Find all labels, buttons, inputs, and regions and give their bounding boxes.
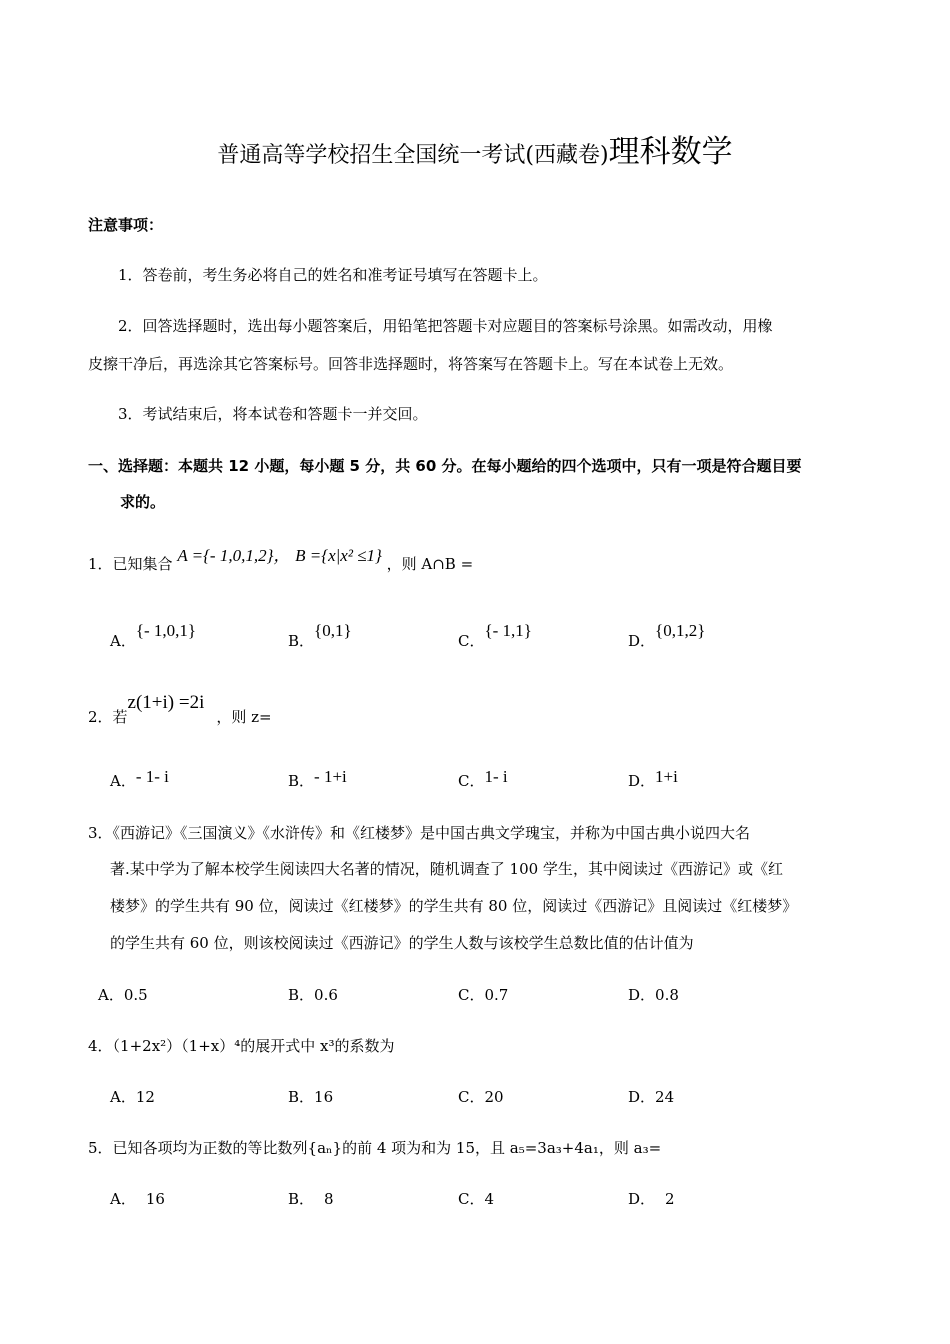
q4-stem: 4．（1+2x²）（1+x）⁴的展开式中 x³的系数为 [88,1037,395,1055]
q1-option-a [110,621,197,651]
q2-option-d [628,767,678,791]
q2-option-b [288,767,347,791]
q5-option-d-value: 2 [665,1190,675,1208]
section-heading-line-2: 求的。 [120,493,166,511]
q5-option-d-label: D． [628,1190,656,1208]
q1-option-c-label: C． [458,632,485,650]
q4-option-c [458,1086,504,1107]
q2-option-a-value: - 1- i [135,767,169,786]
q1-suffix: ，则 A∩B = [386,555,474,573]
q1-option-b-label: B． [288,632,315,650]
q3-option-a [98,984,148,1005]
q1-option-c-value: {- 1,1} [484,621,532,640]
title-subject: 理科数学 [608,134,733,170]
q5-option-c-value: 4 [484,1190,495,1208]
q4-option-d [628,1086,674,1107]
q1-option-c [458,621,532,651]
q3-option-d-label: D． [628,986,656,1004]
q1-option-b [288,621,352,651]
q4-option-b-label: B． [288,1088,315,1106]
q2-option-d-label: D． [628,772,656,790]
q2-option-c-value: 1- i [484,767,508,786]
q1-set-b: B ={x|x² ≤1} [295,546,382,565]
q4-option-a-value: 12 [135,1088,155,1106]
q1-stem [88,546,474,575]
notice-item-1: 1．答卷前，考生务必将自己的姓名和准考证号填写在答题卡上。 [118,266,548,284]
notice-item-2-line-2: 皮擦干净后，再选涂其它答案标号。回答非选择题时，将答案写在答题卡上。写在本试卷上无效。 [88,355,734,373]
notice-item-2-line-1: 2．回答选择题时，选出每小题答案后，用铅笔把答题卡对应题目的答案标号涂黑。如需改动，用橡 [118,317,773,335]
q4-option-b [288,1086,333,1107]
q5-option-c [458,1188,494,1209]
q5-option-a-value: 16 [145,1190,165,1208]
q1-option-d-label: D． [628,632,656,650]
q5-option-d [628,1188,675,1209]
q2-option-c-label: C． [458,772,485,790]
q5-option-a [110,1188,165,1209]
q2-option-a [110,767,169,791]
q2-option-d-value: 1+i [655,767,678,786]
q3-option-a-value: 0.5 [123,986,148,1004]
q1-option-b-value: {0,1} [314,621,352,640]
q3-option-b-value: 0.6 [314,986,338,1004]
q2-suffix: ，则 z= [216,708,272,726]
q5-option-b [288,1188,334,1209]
q2-option-c [458,767,508,791]
notice-heading: 注意事项： [88,216,164,234]
q1-set-a: A ={- 1,0,1,2}， [177,546,291,565]
q1-option-d [628,621,706,651]
q3-option-d [628,984,679,1005]
q2-option-b-label: B． [288,772,315,790]
q3-option-b-label: B． [288,986,315,1004]
q5-stem: 5．已知各项均为正数的等比数列{aₙ}的前 4 项为和为 15，且 a₅=3a₃+4a₁，则 a₃= [88,1139,662,1157]
q1-prefix: 1．已知集合 [88,555,173,573]
section-heading-line-1: 一、选择题：本题共 12 小题，每小题 5 分，共 60 分。在每小题给的四个选项中，只有一项是符合题目要 [88,457,802,475]
q2-prefix: 2．若 [88,708,128,726]
q5-option-c-label: C． [458,1190,485,1208]
q4-option-d-value: 24 [655,1088,675,1106]
q1-option-a-label: A． [110,632,136,650]
q4-option-a [110,1086,155,1107]
q2-stem [88,692,272,728]
title-main: 普通高等学校招生全国统一考试(西藏卷) [217,143,609,168]
q4-option-a-label: A． [110,1088,136,1106]
q3-option-c-value: 0.7 [484,986,509,1004]
q3-line-4: 的学生共有 60 位，则该校阅读过《西游记》的学生人数与该校学生总数比值的估计值为 [110,934,694,952]
notice-item-3: 3．考试结束后，将本试卷和答题卡一并交回。 [118,405,428,423]
q2-option-b-value: - 1+i [314,767,347,786]
q3-option-c-label: C． [458,986,485,1004]
q3-line-1: 3．《西游记》《三国演义》《水浒传》和《红楼梦》是中国古典文学瑰宝，并称为中国古典小说四大名 [88,824,751,842]
q4-option-c-label: C． [458,1088,485,1106]
q3-option-c [458,984,508,1005]
q2-expression: z(1+i) =2i [127,692,205,713]
q4-option-c-value: 20 [484,1088,504,1106]
q1-option-a-value: {- 1,0,1} [135,621,197,640]
q3-line-2: 著.某中学为了解本校学生阅读四大名著的情况，随机调查了 100 学生，其中阅读过《西游记》或《红 [110,860,783,878]
q5-option-b-value: 8 [324,1190,334,1208]
q4-option-d-label: D． [628,1088,656,1106]
q5-option-a-label: A． [110,1190,136,1208]
q1-option-d-value: {0,1,2} [655,621,706,640]
page-title [0,132,950,176]
q3-option-d-value: 0.8 [655,986,679,1004]
q3-option-a-label: A． [98,986,124,1004]
q2-option-a-label: A． [110,772,136,790]
q3-line-3: 楼梦》的学生共有 90 位，阅读过《红楼梦》的学生共有 80 位，阅读过《西游记》且阅读过《红楼梦》 [110,897,798,915]
q5-option-b-label: B． [288,1190,315,1208]
q4-option-b-value: 16 [314,1088,334,1106]
q3-option-b [288,984,338,1005]
